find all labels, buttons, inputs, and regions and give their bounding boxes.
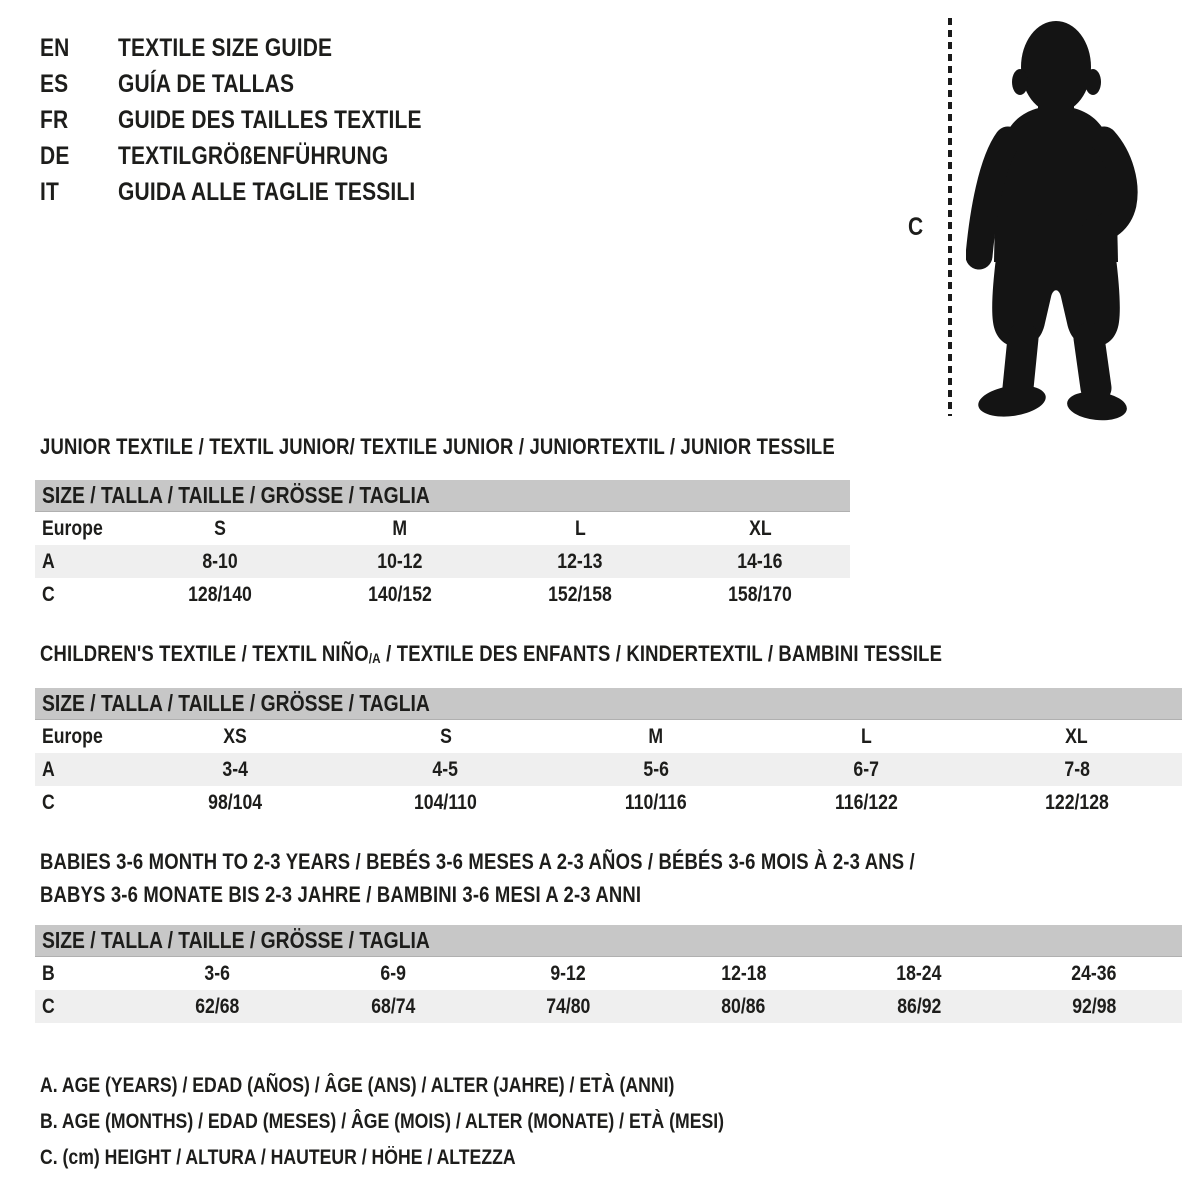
table-row	[35, 512, 850, 545]
height-measure-line	[948, 18, 952, 416]
legend-line-b: B. AGE (MONTHS) / EDAD (MESES) / ÂGE (MOIS) / ALTER (MONATE) / ETÀ (MESI)	[40, 1110, 725, 1133]
lang-title: GUIDE DES TAILLES TEXTILE	[118, 105, 422, 134]
table-row	[35, 786, 1182, 819]
table-cell: 104/110	[414, 790, 477, 814]
table-cell: 12-13	[557, 549, 603, 573]
row-label: A	[42, 757, 55, 781]
title-subscript: /A	[368, 650, 381, 666]
table-cell: 140/152	[368, 582, 432, 606]
table-cell: 110/116	[625, 790, 687, 814]
table-cell: 68/74	[370, 994, 416, 1018]
lang-title: TEXTILGRÖßENFÜHRUNG	[118, 141, 389, 170]
row-label: B	[42, 961, 55, 985]
lang-code: EN	[40, 33, 70, 62]
table-row	[35, 578, 850, 611]
babies-section-title-line2: BABYS 3-6 MONATE BIS 2-3 JAHRE / BAMBINI 3-6 MESI A 2-3 ANNI	[40, 882, 642, 907]
lang-code: IT	[40, 177, 60, 206]
lang-row-fr	[40, 102, 480, 138]
table-cell: L	[574, 516, 586, 540]
lang-code: FR	[40, 105, 69, 134]
table-cell: 8-10	[202, 549, 238, 573]
table-cell: M	[648, 724, 664, 748]
table-cell: 98/104	[208, 790, 263, 814]
table-cell: 14-16	[737, 549, 783, 573]
lang-title: GUIDA ALLE TAGLIE TESSILI	[118, 177, 416, 206]
table-cell: 92/98	[1072, 994, 1117, 1018]
row-label: C	[42, 790, 55, 814]
table-cell: 4-5	[432, 757, 459, 781]
table-cell: 122/128	[1044, 790, 1109, 814]
babies-section-title-line1: BABIES 3-6 MONTH TO 2-3 YEARS / BEBÉS 3-6 MESES A 2-3 AÑOS / BÉBÉS 3-6 MOIS À 2-3 ANS /	[40, 849, 915, 874]
junior-size-table	[35, 480, 850, 611]
legend-line-a: A. AGE (YEARS) / EDAD (AÑOS) / ÂGE (ANS) / ALTER (JAHRE) / ETÀ (ANNI)	[40, 1074, 675, 1097]
table-cell: 7-8	[1064, 757, 1090, 781]
table-cell: S	[214, 516, 226, 540]
row-label: C	[42, 994, 55, 1018]
table-cell: L	[860, 724, 872, 748]
table-cell: S	[439, 724, 452, 748]
language-title-block	[40, 30, 480, 210]
legend-block	[40, 1068, 854, 1176]
table-row	[35, 957, 1182, 990]
table-cell: XS	[223, 724, 247, 748]
toddler-silhouette-icon	[966, 20, 1138, 422]
table-cell: 6-7	[853, 757, 880, 781]
table-cell: 6-9	[380, 961, 406, 985]
table-cell: XL	[748, 516, 772, 540]
size-table-header: SIZE / TALLA / TAILLE / GRÖSSE / TAGLIA	[35, 925, 1182, 957]
lang-row-es	[40, 66, 480, 102]
table-cell: 12-18	[721, 961, 767, 985]
children-section-title: CHILDREN'S TEXTILE / TEXTIL NIÑO/A / TEXTILE DES ENFANTS / KINDERTEXTIL / BAMBINI TESSILE	[40, 641, 943, 666]
lang-row-en	[40, 30, 480, 66]
babies-size-table	[35, 925, 1182, 1023]
table-cell: 128/140	[188, 582, 252, 606]
size-table-header: SIZE / TALLA / TAILLE / GRÖSSE / TAGLIA	[35, 480, 850, 512]
lang-title: GUÍA DE TALLAS	[118, 69, 295, 98]
legend-line-c: C. (cm) HEIGHT / ALTURA / HAUTEUR / HÖHE / ALTEZZA	[40, 1146, 516, 1169]
row-label: A	[42, 549, 55, 573]
lang-code: ES	[40, 69, 69, 98]
table-cell: 18-24	[896, 961, 942, 985]
size-table-header: SIZE / TALLA / TAILLE / GRÖSSE / TAGLIA	[35, 688, 1182, 720]
table-row	[35, 720, 1182, 753]
lang-row-de	[40, 138, 480, 174]
lang-row-it	[40, 174, 480, 210]
table-row	[35, 990, 1182, 1023]
table-cell: 3-4	[222, 757, 248, 781]
table-row	[35, 545, 850, 578]
table-cell: M	[392, 516, 408, 540]
table-cell: 86/92	[896, 994, 942, 1018]
children-size-table	[35, 688, 1182, 819]
lang-code: DE	[40, 141, 70, 170]
row-label: Europe	[42, 724, 103, 748]
table-cell: 62/68	[195, 994, 240, 1018]
table-cell: 24-36	[1071, 961, 1117, 985]
table-cell: 74/80	[546, 994, 591, 1018]
table-cell: 152/158	[548, 582, 612, 606]
row-label: Europe	[42, 516, 103, 540]
table-row	[35, 753, 1182, 786]
table-cell: 9-12	[550, 961, 586, 985]
table-cell: XL	[1065, 724, 1089, 748]
table-cell: 10-12	[377, 549, 423, 573]
table-cell: 80/86	[721, 994, 766, 1018]
table-cell: 158/170	[728, 582, 792, 606]
table-cell: 116/122	[834, 790, 898, 814]
row-label: C	[42, 582, 55, 606]
height-marker-label: C	[908, 213, 924, 241]
table-cell: 5-6	[643, 757, 669, 781]
junior-section-title: JUNIOR TEXTILE / TEXTIL JUNIOR/ TEXTILE JUNIOR / JUNIORTEXTIL / JUNIOR TESSILE	[40, 434, 835, 459]
table-cell: 3-6	[204, 961, 231, 985]
lang-title: TEXTILE SIZE GUIDE	[118, 33, 333, 62]
